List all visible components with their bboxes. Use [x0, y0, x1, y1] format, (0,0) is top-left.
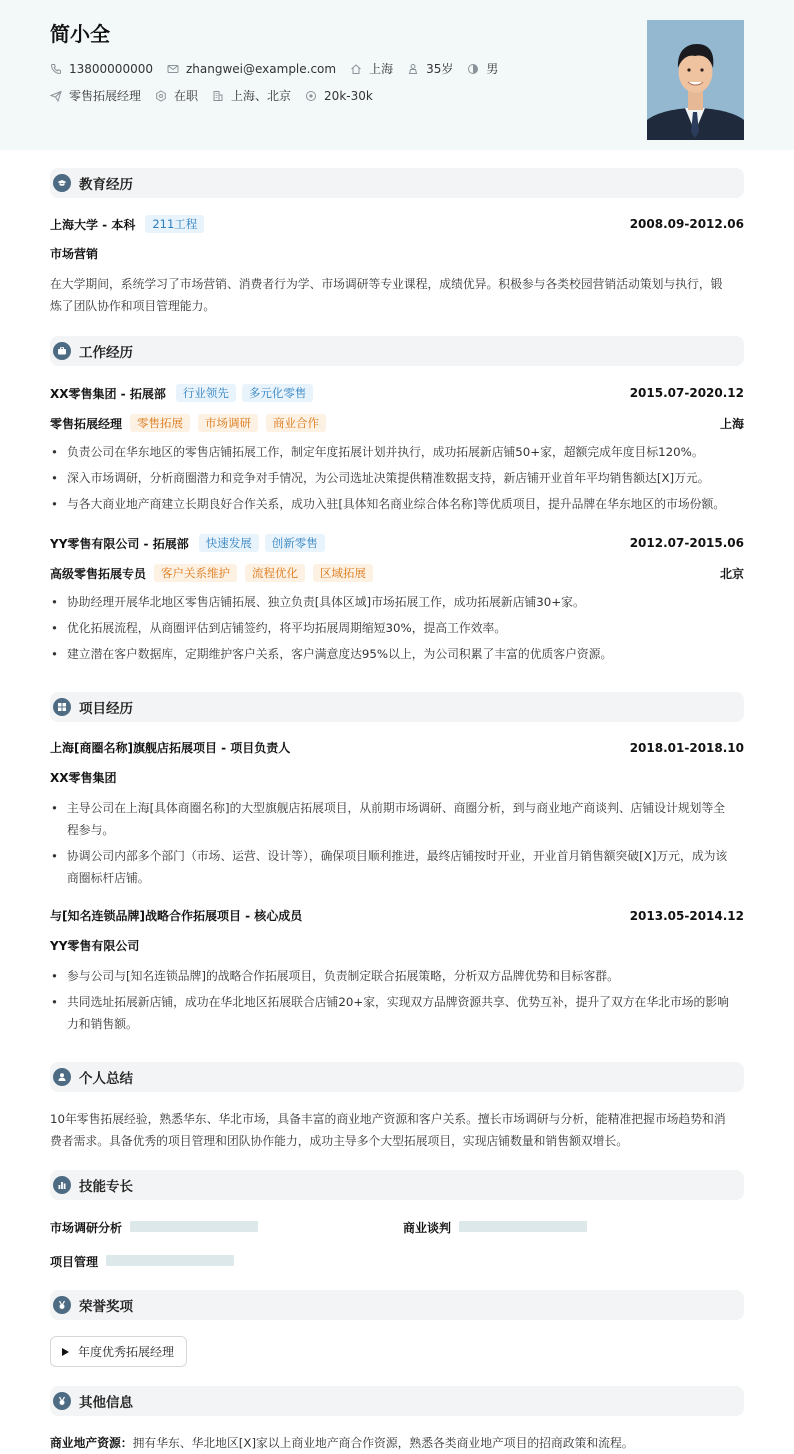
project-org-row [50, 937, 744, 954]
skill-name: 项目管理 [50, 1255, 99, 1269]
age-icon [407, 63, 419, 75]
job-bullet: • 建立潜在客户数据库，定期维护客户关系，客户满意度达95%以上，为公司积累了丰富的优质客户资源。 [50, 643, 744, 665]
job-period: 2015.07-2020.12 [629, 386, 744, 400]
section-title: 荣誉奖项 [79, 1299, 133, 1315]
summary-line: 10年零售拓展经验，熟悉华东、华北市场，具备丰富的商业地产资源和客户关系。擅长市场调研与分析，能精准把握市场趋势和消 [50, 1112, 726, 1126]
position-item [50, 87, 141, 104]
major-name: 市场营销 [50, 247, 99, 261]
education-desc-line: 炼了团队协作和项目管理能力。 [50, 299, 216, 313]
status-item [155, 87, 198, 104]
send-icon [50, 90, 62, 102]
skill-bar [130, 1221, 258, 1232]
role-tag: 零售拓展 [130, 414, 190, 432]
school-name: 上海大学 - 本科 [50, 217, 136, 232]
education-description [50, 273, 744, 317]
job-role-row [50, 414, 744, 432]
education-school-row [50, 215, 744, 233]
skill-name: 市场调研分析 [50, 1221, 123, 1235]
section-awards [50, 1290, 744, 1320]
company-tag: 多元化零售 [242, 384, 314, 402]
section-projects [50, 692, 744, 722]
project-name: 上海[商圈名称]旗舰店拓展项目 - 项目负责人 [50, 741, 291, 755]
project-org: YY零售有限公司 [50, 939, 140, 953]
skill-name: 商业谈判 [403, 1221, 452, 1235]
job-role: 零售拓展经理 [50, 416, 123, 431]
status-icon [155, 90, 167, 102]
school-tag: 211工程 [145, 215, 204, 233]
project-bullet [50, 965, 744, 987]
salary-text: 20k-30k [324, 88, 373, 103]
email-address: zhangwei@example.com [185, 61, 337, 76]
city-item [350, 60, 393, 77]
medal-icon [53, 1296, 71, 1314]
award-name: 年度优秀拓展经理 [78, 1345, 175, 1359]
info-icon [53, 1392, 71, 1410]
bullet-line: 力和销售额。 [67, 1017, 138, 1031]
job-bullet: • 与各大商业地产商建立长期良好合作关系，成功入驻[具体知名商业综合体名称]等优质项目，提升品牌在华东地区的市场份额。 [50, 493, 744, 515]
project-bullet [50, 797, 744, 841]
job-company-row [50, 384, 744, 402]
candidate-name: 简小全 [50, 22, 110, 46]
section-summary [50, 1062, 744, 1092]
company-name: YY零售有限公司 - 拓展部 [50, 536, 189, 551]
bullet-line: 程参与。 [67, 823, 115, 837]
gender-text: 男 [486, 62, 499, 76]
job-city: 北京 [719, 566, 744, 581]
phone-icon [50, 63, 62, 75]
project-name: 与[知名连锁品牌]战略合作拓展项目 - 核心成员 [50, 909, 303, 923]
resume-header [0, 0, 794, 150]
award-item[interactable] [50, 1336, 187, 1367]
company-tag: 行业领先 [176, 384, 236, 402]
section-title: 教育经历 [79, 177, 133, 193]
briefcase-icon [53, 342, 71, 360]
job-bullet: • 优化拓展流程，从商圈评估到店铺签约，将平均拓展周期缩短30%，提高工作效率。 [50, 617, 744, 639]
section-title: 工作经历 [79, 345, 133, 361]
bullet-line: 商圈标杆店铺。 [67, 871, 150, 885]
role-tag: 市场调研 [198, 414, 258, 432]
summary-text [50, 1108, 744, 1152]
job-intent-row [50, 87, 387, 104]
grid-icon [53, 698, 71, 716]
role-tag: 商业合作 [266, 414, 326, 432]
job-bullet: • 深入市场调研，分析商圈潜力和竞争对手情况，为公司选址决策提供精准数据支持，新店铺开业首年平均销售额达[X]万元。 [50, 467, 744, 489]
project-period: 2018.01-2018.10 [629, 740, 744, 755]
contact-row [50, 60, 512, 77]
other-info-text: 拥有华东、华北地区[X]家以上商业地产商合作资源，熟悉各类商业地产项目的招商政策和流程。 [132, 1436, 634, 1450]
project-bullet [50, 845, 744, 889]
skill-bar [106, 1255, 234, 1266]
skill-bar [459, 1221, 587, 1232]
bar-chart-icon [53, 1176, 71, 1194]
project-title-row [50, 907, 744, 924]
graduation-cap-icon [53, 174, 71, 192]
age-item [407, 60, 453, 77]
section-title: 技能专长 [79, 1179, 133, 1195]
bullet-line: • 共同选址拓展新店铺，成功在华北地区拓展联合店铺20+家，实现双方品牌资源共享、优势互补，提升了双方在华北市场的影响 [67, 995, 729, 1009]
job-city: 上海 [719, 416, 744, 431]
gender-icon [467, 63, 479, 75]
section-other [50, 1386, 744, 1416]
section-title: 个人总结 [79, 1071, 133, 1087]
role-tag: 客户关系维护 [154, 564, 237, 582]
section-work [50, 336, 744, 366]
gender-item [467, 60, 498, 77]
project-org: XX零售集团 [50, 771, 117, 785]
building-icon [212, 90, 224, 102]
section-education [50, 168, 744, 198]
company-name: XX零售集团 - 拓展部 [50, 386, 166, 401]
education-period: 2008.09-2012.06 [629, 217, 744, 231]
job-period: 2012.07-2015.06 [629, 536, 744, 550]
status-text: 在职 [174, 89, 199, 103]
section-title: 项目经历 [79, 701, 133, 717]
education-major-row [50, 245, 744, 262]
phone-number: 13800000000 [69, 61, 153, 76]
salary-item [305, 89, 373, 103]
summary-line: 费者需求。具备优秀的项目管理和团队协作能力，成功主导多个大型拓展项目，实现店铺数量和销售额双增长。 [50, 1134, 629, 1148]
bullet-line: • 主导公司在上海[具体商圈名称]的大型旗舰店拓展项目，从前期市场调研、商圈分析，到与商业地产商谈判、店铺设计规划等全 [67, 801, 726, 815]
project-title-row [50, 739, 744, 756]
job-company-row [50, 534, 744, 552]
position-text: 零售拓展经理 [69, 89, 142, 103]
mail-icon [167, 63, 179, 75]
role-tag: 区域拓展 [313, 564, 373, 582]
company-tag: 创新零售 [265, 534, 325, 552]
job-role: 高级零售拓展专员 [50, 566, 147, 581]
section-skills [50, 1170, 744, 1200]
bullet-line: • 协调公司内部多个部门（市场、运营、设计等），确保项目顺利推进，最终店铺按时开业，开业首月销售额突破[X]万元，成为该 [67, 849, 728, 863]
project-org-row [50, 769, 744, 786]
expand-triangle-icon [62, 1348, 69, 1356]
other-info-line [50, 1432, 744, 1454]
project-bullet [50, 991, 744, 1035]
user-icon [53, 1068, 71, 1086]
home-icon [350, 63, 362, 75]
city-text: 上海 [369, 62, 394, 76]
coin-icon [305, 90, 317, 102]
age-text: 35岁 [426, 62, 454, 76]
job-bullet: • 协助经理开展华北地区零售店铺拓展、独立负责[具体区域]市场拓展工作，成功拓展新店铺30+家。 [50, 591, 744, 613]
email-item [167, 62, 336, 76]
role-tag: 流程优化 [245, 564, 305, 582]
job-bullet: • 负责公司在华东地区的零售店铺拓展工作，制定年度拓展计划并执行，成功拓展新店铺50+家，超额完成年度目标120%。 [50, 441, 744, 463]
location-item [212, 87, 291, 104]
profile-photo [647, 20, 744, 140]
location-text: 上海、北京 [231, 89, 292, 103]
other-info-label: 商业地产资源： [50, 1436, 133, 1450]
phone-item [50, 62, 153, 76]
education-desc-line: 在大学期间，系统学习了市场营销、消费者行为学、市场调研等专业课程，成绩优异。积极参与各类校园营销活动策划与执行，锻 [50, 277, 723, 291]
project-period: 2013.05-2014.12 [629, 908, 744, 923]
company-tag: 快速发展 [199, 534, 259, 552]
job-role-row [50, 564, 744, 582]
bullet-line: • 参与公司与[知名连锁品牌]的战略合作拓展项目，负责制定联合拓展策略，分析双方品牌优势和目标客群。 [67, 969, 619, 983]
section-title: 其他信息 [79, 1395, 133, 1411]
